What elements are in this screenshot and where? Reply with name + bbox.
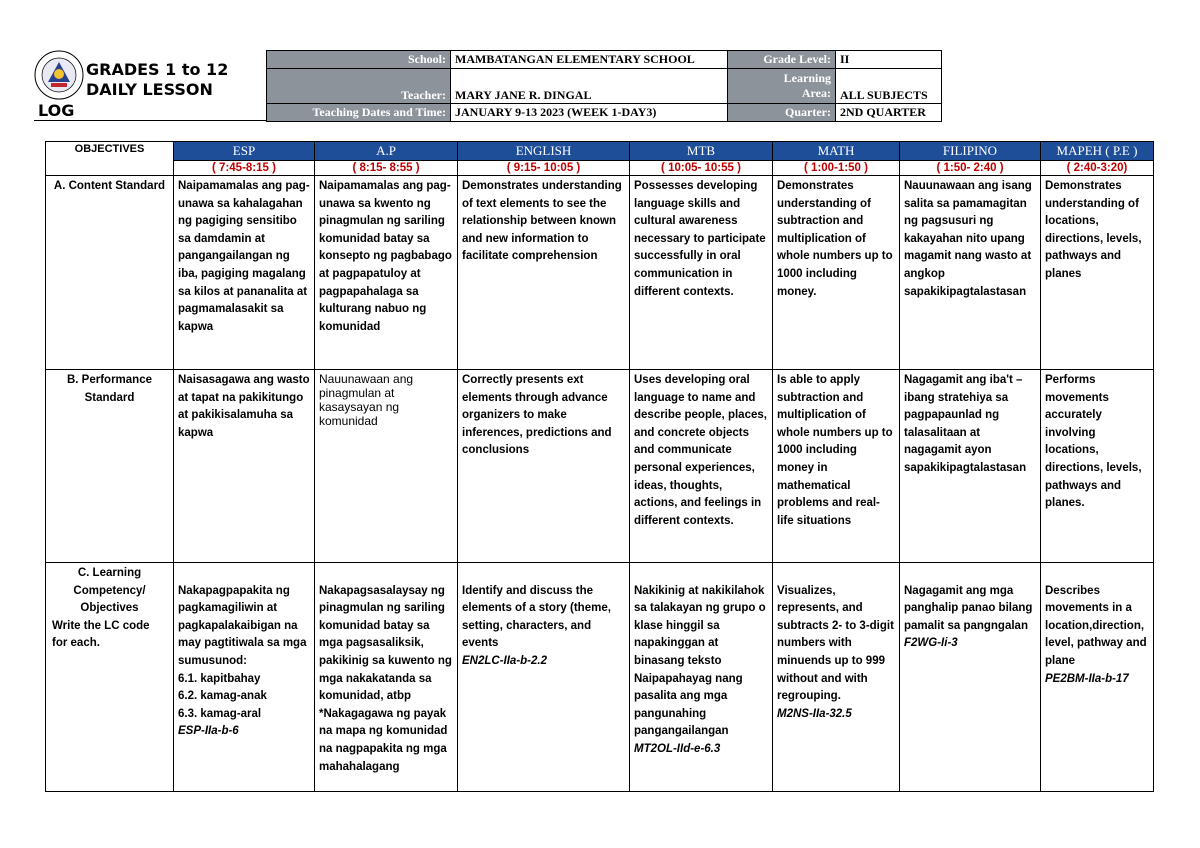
learning-competency-cell: Visualizes, represents, and subtracts 2- to 3-digit numbers with minuends up to 999 without and with regrouping. M2NS-IIa-32.5	[773, 563, 900, 792]
document-title: GRADES 1 to 12 DAILY LESSON	[86, 60, 229, 99]
school-value: MAMBATANGAN ELEMENTARY SCHOOL	[451, 51, 728, 69]
subject-header: MTB	[630, 142, 773, 161]
subject-header: MAPEH ( P.E )	[1041, 142, 1154, 161]
learning-competency-cell: Identify and discuss the elements of a story (theme, setting, characters, and events EN2LC-IIa-b-2.2	[458, 563, 630, 792]
content-standard-cell: Naipamamalas ang pag-unawa sa kahalagahan ng pagiging sensitibo sa damdamin at pangangailangan ng iba, pagiging magalang sa kilos at pananalita at pagmamalasakit sa kapwa	[174, 176, 315, 370]
teacher-label: Teacher:	[267, 69, 451, 104]
subject-time: ( 7:45-8:15 )	[174, 161, 315, 176]
learning-competency-cell: Nakapagsasalaysay ng pinagmulan ng sariling komunidad batay sa mga pagsasaliksik, pakikinig sa kuwento ng mga nakakatanda sa komunidad, atbp *Nakagagawa ng payak na mapa ng komunidad na nagpapakita ng mga mahahalagang	[315, 563, 458, 792]
performance-standard-cell: Correctly presents ext elements through advance organizers to make inferences, predictions and conclusions	[458, 370, 630, 563]
deped-seal-logo	[34, 50, 84, 100]
learning-competency-cell: Describes movements in a location,direction, level, pathway and plane PE2BM-IIa-b-17	[1041, 563, 1154, 792]
grade-label: Grade Level:	[728, 51, 836, 69]
dates-label: Teaching Dates and Time:	[267, 104, 451, 122]
lc-code: PE2BM-IIa-b-17	[1045, 672, 1129, 685]
dates-value: JANUARY 9-13 2023 (WEEK 1-DAY3)	[451, 104, 728, 122]
subject-time: ( 10:05- 10:55 )	[630, 161, 773, 176]
learning-competency-cell: Nakikinig at nakikilahok sa talakayan ng grupo o klase hinggil sa napakinggan at binasang teksto Naipapahayag nang pasalita ang mga pangunahing pangangailangan MT2OL-IId-e-6.3	[630, 563, 773, 792]
subject-header: ESP	[174, 142, 315, 161]
content-standard-cell: Demonstrates understanding of locations, directions, levels, pathways and planes	[1041, 176, 1154, 370]
lc-code: ESP-IIa-b-6	[178, 725, 239, 738]
performance-standard-cell: Naisasagawa ang wasto at tapat na pakikitungo at pakikisalamuha sa kapwa	[174, 370, 315, 563]
lc-code: EN2LC-IIa-b-2.2	[462, 654, 547, 667]
subject-time: ( 9:15- 10:05 )	[458, 161, 630, 176]
objectives-header: OBJECTIVES	[46, 142, 174, 176]
content-standard-cell: Nauunawaan ang isang salita sa pamamagitan ng pagsusuri ng kakayahan nito upang magamit nang wasto at angkop sapakikipagtalastasan	[900, 176, 1041, 370]
row-label-content-standard: A. Content Standard	[46, 176, 174, 370]
subject-time: ( 2:40-3:20)	[1041, 161, 1154, 176]
performance-standard-cell: Performs movements accurately involving locations, directions, levels, pathways and planes.	[1041, 370, 1154, 563]
learning-competency-cell: Nagagamit ang mga panghalip panao bilang pamalit sa pangngalan F2WG-Ii-3	[900, 563, 1041, 792]
learning-competency-cell: Nakapagpapakita ng pagkamagiliwin at pagkapalakaibigan na may pagtitiwala sa mga sumusunod: 6.1. kapitbahay 6.2. kamag-anak 6.3. kamag-aral ESP-IIa-b-6	[174, 563, 315, 792]
lesson-grid-table	[45, 141, 1154, 792]
subject-header: A.P	[315, 142, 458, 161]
teacher-value: MARY JANE R. DINGAL	[451, 69, 728, 104]
subject-time: ( 1:00-1:50 )	[773, 161, 900, 176]
subject-time: ( 1:50- 2:40 )	[900, 161, 1041, 176]
performance-standard-cell: Nagagamit ang iba't – ibang stratehiya sa pagpapaunlad ng talasalitaan at nagagamit ayon sapakikipagtalastasan	[900, 370, 1041, 563]
row-label-learning-competency: C. Learning Competency/ Objectives Write the LC code for each.	[46, 563, 174, 792]
quarter-value: 2ND QUARTER	[836, 104, 942, 122]
school-label: School:	[267, 51, 451, 69]
document-title-log: LOG	[38, 101, 75, 120]
grade-value: II	[836, 51, 942, 69]
title-underline	[34, 120, 266, 121]
performance-standard-cell: Nauunawaan ang pinagmulan at kasaysayan ng komunidad	[315, 370, 458, 563]
performance-standard-cell: Uses developing oral language to name and describe people, places, and concrete objects and communicate personal experiences, ideas, thoughts, actions, and feelings in different contexts.	[630, 370, 773, 563]
lc-code: MT2OL-IId-e-6.3	[634, 742, 721, 755]
lc-code: F2WG-Ii-3	[904, 637, 958, 650]
content-standard-cell: Possesses developing language skills and cultural awareness necessary to participate successfully in oral communication in different contexts.	[630, 176, 773, 370]
row-label-performance-standard: B. Performance Standard	[46, 370, 174, 563]
learning-area-value: ALL SUBJECTS	[836, 69, 942, 104]
performance-standard-cell: Is able to apply subtraction and multiplication of whole numbers up to 1000 including money in mathematical problems and real-life situations	[773, 370, 900, 563]
learning-area-label: Learning Area:	[728, 69, 836, 104]
subject-header: ENGLISH	[458, 142, 630, 161]
subject-header: MATH	[773, 142, 900, 161]
content-standard-cell: Naipamamalas ang pag-unawa sa kwento ng pinagmulan ng sariling komunidad batay sa konsepto ng pagbabago at pagpapatuloy at pagpapahalaga sa kulturang nabuo ng komunidad	[315, 176, 458, 370]
header-info-table	[266, 50, 942, 122]
content-standard-cell: Demonstrates understanding of text elements to see the relationship between known and new information to facilitate comprehension	[458, 176, 630, 370]
subject-time: ( 8:15- 8:55 )	[315, 161, 458, 176]
lc-code-instruction: Write the LC code for each.	[52, 619, 150, 650]
quarter-label: Quarter:	[728, 104, 836, 122]
subject-header: FILIPINO	[900, 142, 1041, 161]
content-standard-cell: Demonstrates understanding of subtraction and multiplication of whole numbers up to 1000 including money.	[773, 176, 900, 370]
lc-code: M2NS-IIa-32.5	[777, 707, 852, 720]
